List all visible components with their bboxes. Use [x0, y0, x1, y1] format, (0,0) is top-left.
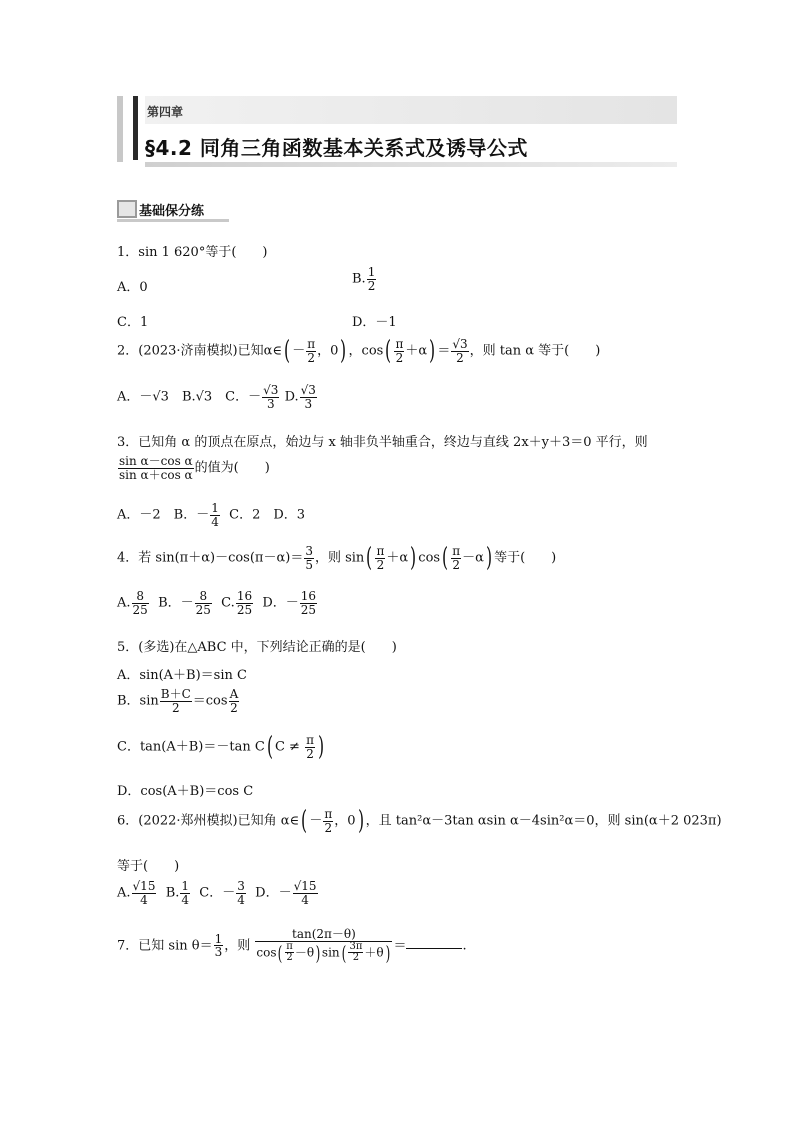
check-icon: [117, 200, 137, 218]
question-4-stem: 4．若 sin(π＋α)－cos(π－α)＝ $\frac{3}{5}$ ，则 sin( $\frac{\pi}{2}$ ＋α) cos( $\frac{\pi}{2}$ －α) 等于( ): [117, 543, 557, 574]
section-badge: [117, 198, 229, 222]
question-3-stem: 3．已知角 α 的顶点在原点，始边与 x 轴非负半轴重合，终边与直线 2x＋y＋3＝0 平行，则: [117, 435, 648, 450]
chapter-header: [117, 96, 677, 168]
answer-blank[interactable]: [406, 936, 462, 949]
header-marker: [133, 96, 138, 160]
question-6-options: A. $\frac{√15}{4}$ B. $\frac{1}{4}$ C．－ $\frac{3}{4}$ D．－ $\frac{√15}{4}$: [117, 879, 317, 907]
question-2-stem: 2．(2023·济南模拟)已知α∈( － $\frac{\pi}{2}$ ，0) ，cos( $\frac{\pi}{2}$ ＋α) ＝ $\frac{√3}{2}$ ，则 tan α 等于( ): [117, 336, 601, 367]
question-5-stem: 5．(多选)在△ABC 中，下列结论正确的是( ): [117, 640, 397, 655]
question-7-stem: 7．已知 sin θ＝ $\frac{1}{3}$ ，则 tan(2π－θ) cos( $\frac{\pi}{2}$ －θ) sin( $\frac{3\pi}{2}$ ＋θ) ＝ .: [117, 927, 467, 965]
header-side-bar: [117, 96, 123, 162]
q5-option-b: B．sin $\frac{B+C}{2}$ ＝cos $\frac{A}{2}$: [117, 687, 239, 715]
section-underline: [117, 219, 229, 222]
q5-option-a: A．sin(A＋B)＝sin C: [117, 668, 247, 683]
section-title: 基础保分练: [139, 204, 205, 219]
chapter-label: 第四章: [147, 105, 184, 119]
fraction: $\frac{1}{2}$: [367, 265, 376, 293]
question-4-options: A. $\frac{8}{25}$ B．－ $\frac{8}{25}$ C. $\frac{16}{25}$ D．－ $\frac{16}{25}$: [117, 589, 317, 617]
question-6-line2: 等于( ): [117, 859, 180, 874]
q1-option-a: A．0: [117, 280, 148, 295]
question-1-stem: 1．sin 1 620°等于( ): [117, 245, 268, 260]
question-2-options: A．－√3 B.√3 C．－ $\frac{√3}{3}$ D. $\frac{√3}{3}$: [117, 383, 316, 411]
q1-option-c: C．1: [117, 315, 149, 330]
q5-option-c: C．tan(A＋B)＝－tan C( C ≠ $\frac{\pi}{2}$ ): [117, 732, 325, 763]
question-3-fraction: $\frac{\text{sin α－cos α}}{\text{sin α＋cos α}}$ 的值为( ): [119, 454, 270, 482]
header-underline: [145, 162, 677, 167]
question-3-options: A．－2 B．－ $\frac{1}{4}$ C．2 D．3: [117, 501, 306, 529]
q1-option-b: B. $\frac{1}{2}$: [352, 265, 376, 293]
q1-option-d: D．－1: [352, 315, 397, 330]
page-title: §4.2 同角三角函数基本关系式及诱导公式: [145, 136, 528, 160]
header-band: [145, 96, 677, 124]
q5-option-d: D．cos(A＋B)＝cos C: [117, 784, 254, 799]
question-6-stem: 6．(2022·郑州模拟)已知角 α∈( － $\frac{\pi}{2}$ ，0) ，且 tan²α－3tan αsin α－4sin²α＝0，则 sin(α＋2 023π): [117, 806, 722, 837]
